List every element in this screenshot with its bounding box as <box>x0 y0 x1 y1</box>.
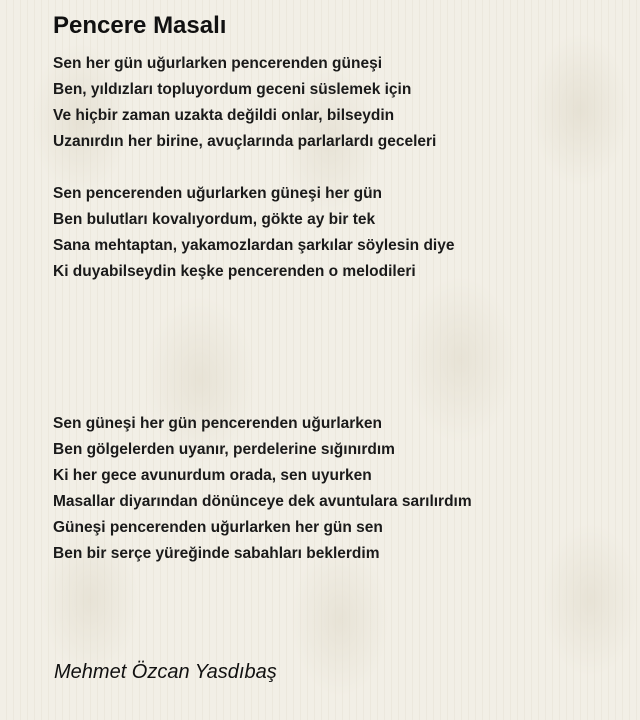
poem-line: Güneşi pencerenden uğurlarken her gün sen <box>53 519 383 536</box>
stanza-1 <box>53 51 436 155</box>
poem-line: Sen pencerenden uğurlarken güneşi her gün <box>53 185 383 202</box>
poem-line: Ben bir serçe yüreğinde sabahları beklerdim <box>53 545 380 562</box>
poem-line: Ki her gece avunurdum orada, sen uyurken <box>53 467 372 484</box>
poem-author: Mehmet Özcan Yasdıbaş <box>54 661 277 683</box>
poem-line: Masallar diyarından dönünceye dek avuntulara sarılırdım <box>53 493 472 510</box>
poem-line: Ben bulutları kovalıyordum, gökte ay bir tek <box>53 211 376 228</box>
stanza-3 <box>53 411 472 567</box>
poem-line: Uzanırdın her birine, avuçlarında parlarlardı geceleri <box>53 133 437 150</box>
poem-line: Sana mehtaptan, yakamozlardan şarkılar söylesin diye <box>53 237 455 254</box>
poem-line: Ben gölgelerden uyanır, perdelerine sığınırdım <box>53 441 395 458</box>
poem-line: Ve hiçbir zaman uzakta değildi onlar, bilseydin <box>53 107 395 124</box>
poem-title: Pencere Masalı <box>53 12 227 39</box>
stanza-2 <box>53 181 454 285</box>
poem-line: Ki duyabilseydin keşke pencerenden o melodileri <box>53 263 416 280</box>
poem-line: Sen güneşi her gün pencerenden uğurlarken <box>53 415 383 432</box>
poem-line: Ben, yıldızları topluyordum geceni süslemek için <box>53 81 412 98</box>
poem-line: Sen her gün uğurlarken pencerenden güneşi <box>53 55 383 72</box>
